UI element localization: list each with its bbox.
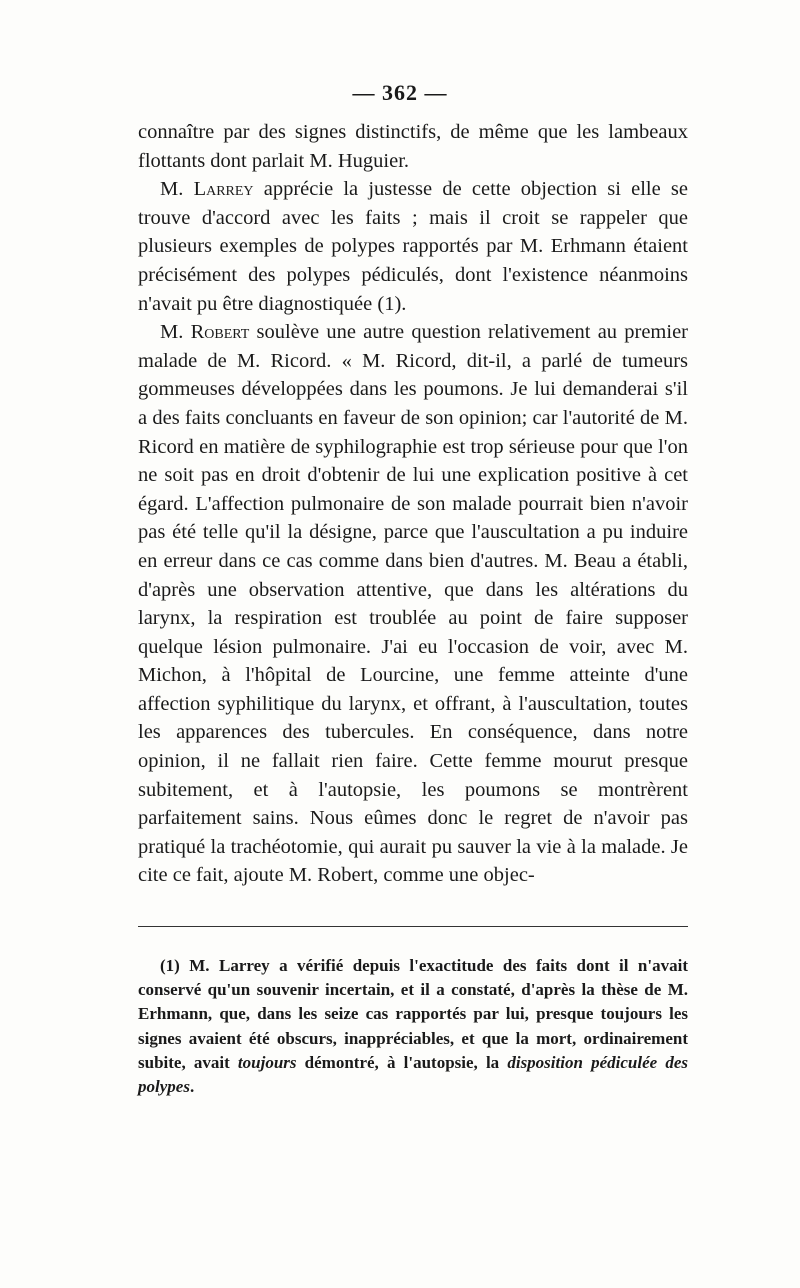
footnote-divider	[138, 926, 688, 927]
footnote-paragraph	[138, 954, 688, 1099]
paragraph-1: connaître par des signes distinctifs, de même que les lambeaux flottants dont parlait M. Huguier.	[138, 121, 688, 172]
paragraph-3-text: soulève une autre question relativement au premier malade de M. Ricord. « M. Ricord, dit-il, a parlé de tumeurs gommeuses développées dans les poumons. Je lui demanderai s'il a des faits concluants en faveur de son opinion; car l'autorité de M. Ricord en matière de syphilographie est trop sérieuse pour que l'on ne soit pas en droit d'obtenir de lui une explication positive à cet égard. L'affection pulmonaire de son malade pourrait bien n'avoir pas été telle qu'il la désigne, parce que l'auscultation a pu induire en erreur dans ce cas comme dans bien d'autres. M. Beau a établi, d'après une observation attentive, que dans les altérations du larynx, la respiration est troublée au point de faire supposer quelque lésion pulmonaire. J'ai eu l'occasion de voir, avec M. Michon, à l'hôpital de Lourcine, une femme atteinte d'une affection syphilitique du larynx, et offrant, à l'auscultation, toutes les apparences des tubercules. En conséquence, dans notre opinion, il ne fallait rien faire. Cette femme mourut presque subitement, et à l'autopsie, les poumons se montrèrent parfaitement sains. Nous eûmes donc le regret de n'avoir pas pratiqué la trachéotomie, qui aurait pu sauver la vie à la malade. Je cite ce fait, ajoute M. Robert, comme une objec-	[138, 321, 689, 887]
main-text	[138, 118, 688, 890]
page-number: — 362 —	[352, 80, 448, 105]
paragraph-3-prefix: M.	[160, 321, 191, 344]
paragraph-2-prefix: M.	[160, 178, 194, 201]
footnote-text-end: .	[189, 1077, 195, 1097]
footnote-text-main: (1) M. Larrey a vérifié depuis l'exactitude des faits dont il n'avait conservé qu'un souvenir incertain, et il a constaté, d'après la thèse de M. Erhmann, que, dans les seize cas rapportés par lui, presque toujours les signes avaient été obscurs, inappréciables, et que la mort, ordinairement subite, avait	[138, 956, 688, 1072]
footnote-text-mid: démontré, à l'autopsie, la	[296, 1052, 508, 1072]
footnote-italic-2: disposition pédiculée des polypes	[138, 1052, 688, 1097]
paragraph-2	[138, 175, 688, 318]
paragraph-3	[138, 318, 688, 890]
speaker-name-robert: Robert	[190, 321, 250, 344]
footnote-italic-1: toujours	[237, 1052, 297, 1072]
speaker-name-larrey: Larrey	[193, 178, 254, 201]
paragraph-2-text: apprécie la justesse de cette objection si elle se trouve d'accord avec les faits ; mais il croit se rappeler que plusieurs exemples de polypes rapportés par M. Erhmann étaient précisément des polypes pédiculés, dont l'existence néanmoins n'avait pu être diagnostiquée (1).	[138, 178, 688, 315]
footnote	[138, 954, 688, 1099]
